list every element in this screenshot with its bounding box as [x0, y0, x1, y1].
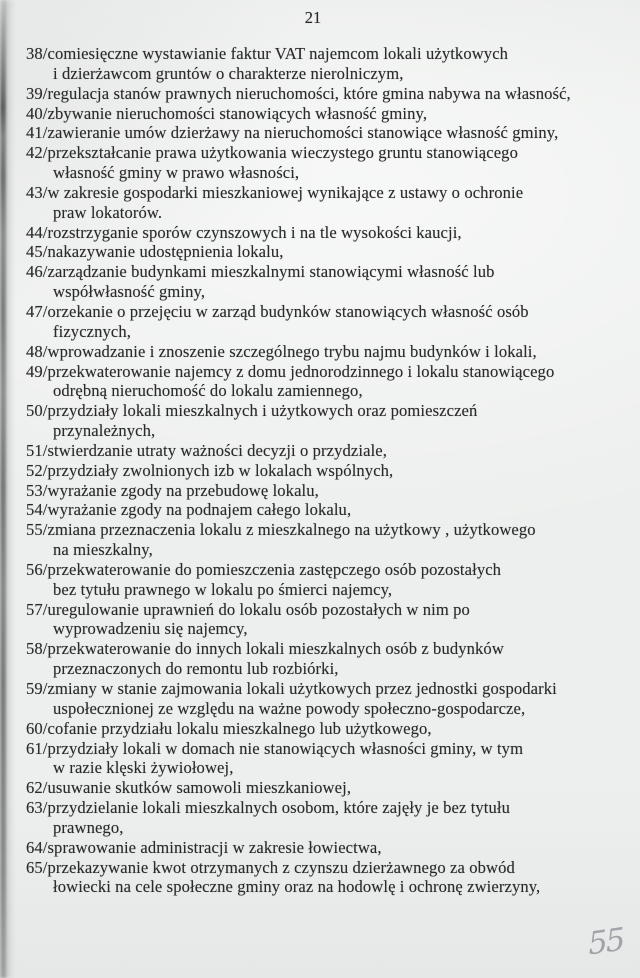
document-body	[26, 44, 638, 897]
document-line: 47/orzekanie o przejęciu w zarząd budynków stanowiących własność osób	[26, 301, 529, 321]
document-line: 59/zmiany w stanie zajmowania lokali użytkowych przez jednostki gospodarki	[26, 679, 557, 698]
document-line: odrębną nieruchomość do lokalu zamiennego,	[53, 381, 363, 401]
document-line: łowiecki na cele społeczne gminy oraz na hodowlę i ochronę zwierzyny,	[53, 877, 541, 897]
document-line: 61/przydziały lokali w domach nie stanowiących własności gminy, w tym	[26, 738, 524, 758]
document-line: uspołecznionej ze względu na ważne powody społeczno-gospodarcze,	[53, 698, 526, 718]
document-line: 43/w zakresie gospodarki mieszkaniowej wynikające z ustawy o ochronie	[26, 182, 524, 202]
document-line: 65/przekazywanie kwot otrzymanych z czynszu dzierżawnego za obwód	[26, 857, 515, 877]
document-line: prawnego,	[53, 817, 124, 837]
document-line: 54/wyrażanie zgody na podnajem całego lokalu,	[26, 500, 352, 520]
document-line: 44/rozstrzyganie sporów czynszowych i na tle wysokości kaucji,	[26, 222, 462, 242]
document-line: 58/przekwaterowanie do innych lokali mieszkalnych osób z budynków	[26, 639, 504, 659]
document-line: praw lokatorów.	[53, 202, 163, 222]
document-line: 62/usuwanie skutków samowoli mieszkaniowej,	[26, 778, 352, 798]
document-line: 63/przydzielanie lokali mieszkalnych osobom, które zajęły je bez tytułu	[26, 798, 511, 818]
document-line: 38/comiesięczne wystawianie faktur VAT najemcom lokali użytkowych	[26, 44, 509, 63]
document-line: 45/nakazywanie udostępnienia lokalu,	[26, 242, 284, 262]
document-line: 57/uregulowanie uprawnień do lokalu osób pozostałych w nim po	[26, 599, 470, 619]
document-line: 39/regulacja stanów prawnych nieruchomości, które gmina nabywa na własność,	[26, 83, 571, 103]
document-line: 60/cofanie przydziału lokalu mieszkalnego lub użytkowego,	[26, 718, 432, 738]
document-line: na mieszkalny,	[53, 540, 153, 560]
document-line: 56/przekwaterowanie do pomieszczenia zastępczego osób pozostałych	[26, 559, 502, 579]
document-line: 48/wprowadzanie i znoszenie szczególnego trybu najmu budynków i lokali,	[26, 341, 537, 361]
document-line: wyprowadzeniu się najemcy,	[53, 619, 248, 639]
document-line: własność gminy w prawo własności,	[53, 163, 300, 183]
document-line: 50/przydziały lokali mieszkalnych i użytkowych oraz pomieszczeń	[26, 401, 478, 421]
document-line: 42/przekształcanie prawa użytkowania wieczystego gruntu stanowiącego	[26, 143, 518, 163]
scan-edge-shadow	[4, 0, 14, 978]
document-line: 46/zarządzanie budynkami mieszkalnymi stanowiącymi własność lub	[26, 262, 495, 282]
handwritten-page-mark: 55	[586, 921, 625, 963]
document-line: w razie klęski żywiołowej,	[53, 758, 234, 778]
document-line: 53/wyrażanie zgody na przebudowę lokalu,	[26, 480, 319, 500]
document-line: współwłasność gminy,	[53, 282, 206, 302]
document-line: przeznaczonych do remontu lub rozbiórki,	[53, 659, 339, 679]
document-line: i dzierżawcom gruntów o charakterze nierolniczym,	[53, 63, 404, 83]
document-line: 49/przekwaterowanie najemcy z domu jednorodzinnego i lokalu stanowiącego	[26, 361, 555, 381]
page-number: 21	[304, 8, 322, 27]
document-line: 64/sprawowanie administracji w zakresie łowiectwa,	[26, 837, 382, 857]
document-line: 51/stwierdzanie utraty ważności decyzji o przydziale,	[26, 440, 387, 460]
document-line: fizycznych,	[53, 321, 132, 341]
document-line: przynależnych,	[53, 421, 156, 441]
document-line: 40/zbywanie nieruchomości stanowiących własność gminy,	[26, 103, 428, 123]
document-line: 55/zmiana przeznaczenia lokalu z mieszkalnego na użytkowy , użytkowego	[26, 520, 536, 540]
document-line: 52/przydziały zwolnionych izb w lokalach wspólnych,	[26, 460, 394, 480]
document-line: 41/zawieranie umów dzierżawy na nieruchomości stanowiące własność gminy,	[26, 123, 559, 143]
document-line: bez tytułu prawnego w lokalu po śmierci najemcy,	[53, 579, 393, 599]
